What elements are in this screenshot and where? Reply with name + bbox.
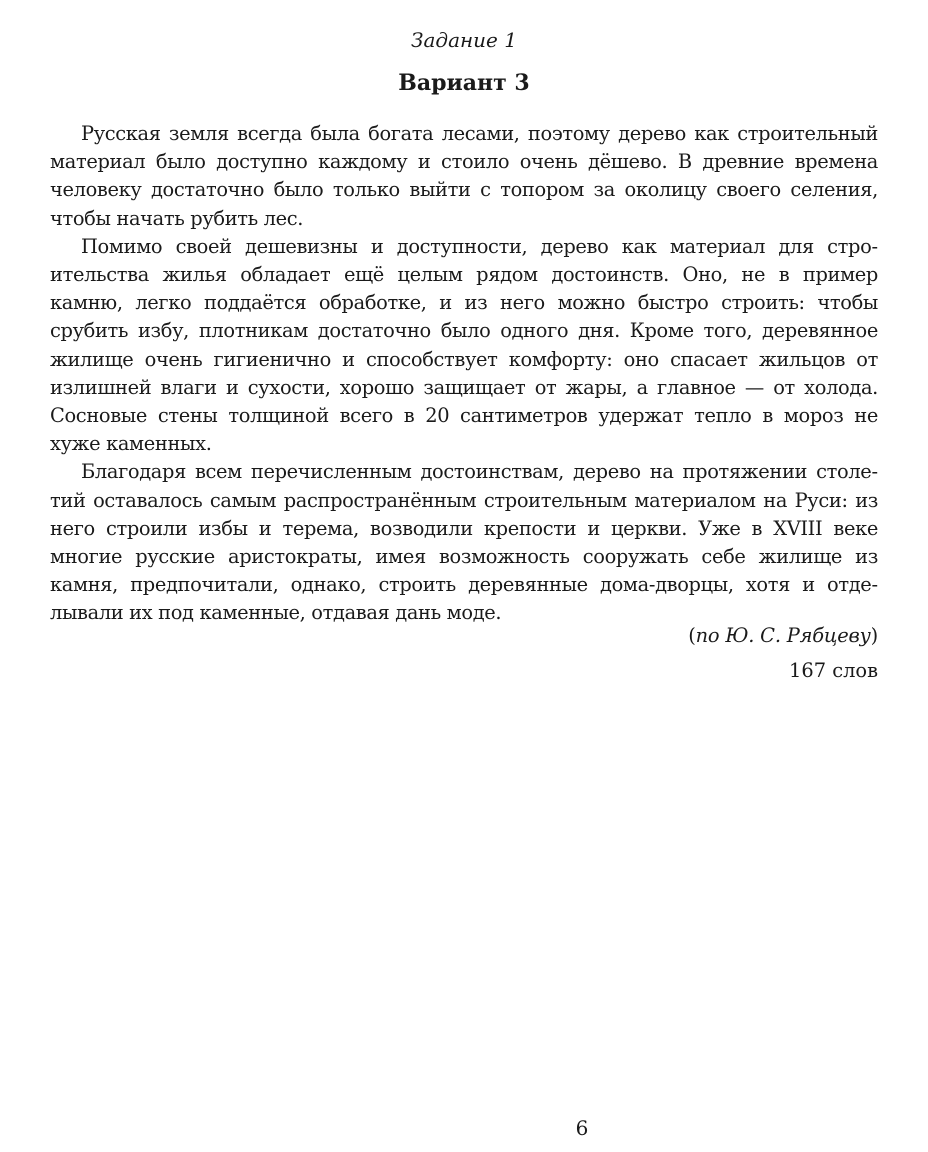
paragraph-2: Помимо своей дешевизны и доступности, дерево как материал для строительства жилья обладает ещё целым рядом достоинств. Оно, не в пример камню, легко поддаётся обработке, и из него можно быстро строить: чтобы срубить избу, плотникам достаточно было одного дня. Кроме того, деревянное жилище очень гигиенично и способствует комфорту: оно спасает жильцов от излишней влаги и сухости, хорошо защищает от жары, а главное — от холода. Сосновые стены толщиной всего в 20 сантиметров удержат тепло в мороз не хуже каменных. <box>50 234 878 456</box>
source-attribution <box>688 622 878 650</box>
source-open-paren: ( <box>688 624 696 647</box>
word-count: 167 слов <box>789 659 878 682</box>
dictation-text <box>50 120 878 628</box>
assignment-heading: Задание 1 <box>411 28 517 52</box>
paragraph-3: Благодаря всем перечисленным достоинствам, дерево на протяжении столетий оставалось самым распространённым строительным материалом на Руси: из него строили избы и терема, возводили крепости и церкви. Уже в XVIII веке многие русские аристократы, имея возможность сооружать себе жилище из камня, предпочитали, однако, строить деревянные дома-дворцы, хотя и отделывали их под каменные, отдавая дань моде. <box>50 460 878 625</box>
page-number: 6 <box>575 1116 589 1140</box>
source-author: по Ю. С. Рябцеву <box>695 624 871 647</box>
paragraph-1: Русская земля всегда была богата лесами, поэтому дерево как строительный материал было доступно каждому и стоило очень дёшево. В древние времена человеку достаточно было только выйти с топором за околицу своего селения, чтобы начать рубить лес. <box>50 122 878 230</box>
variant-heading: Вариант 3 <box>398 70 530 96</box>
source-close-paren: ) <box>870 624 878 647</box>
